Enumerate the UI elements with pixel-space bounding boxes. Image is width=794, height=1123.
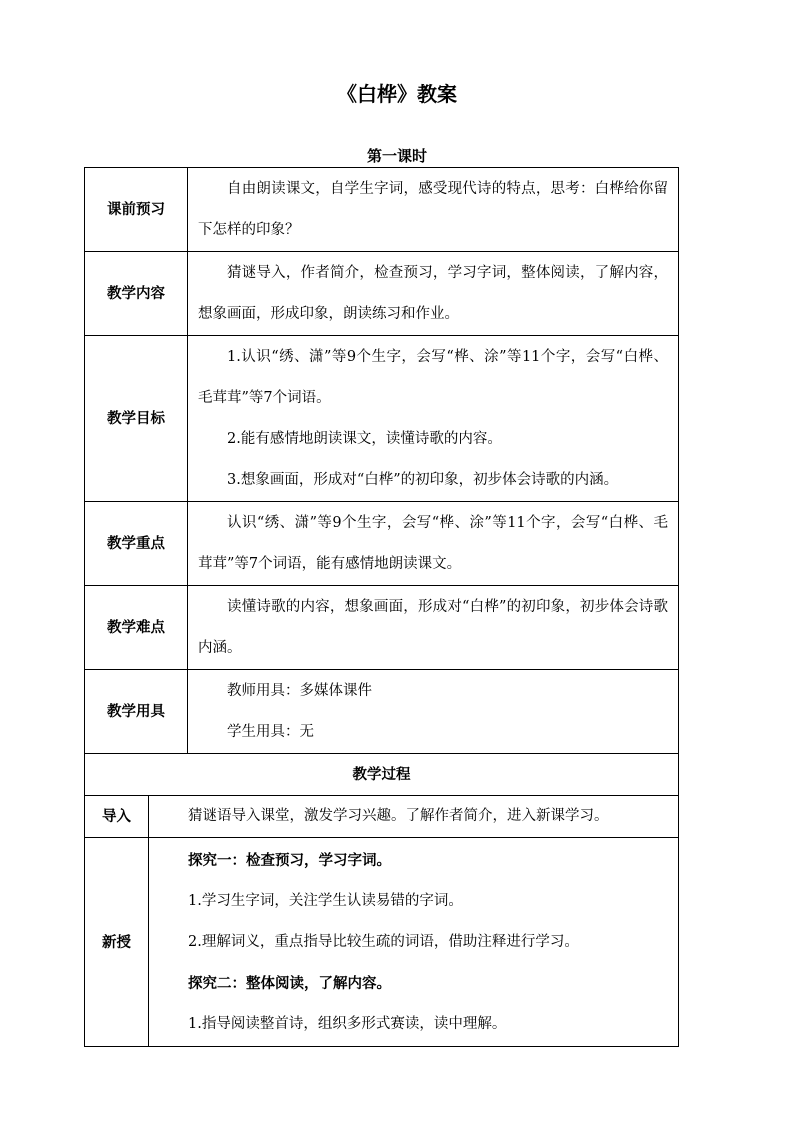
row-label: 教学用具 <box>85 670 188 754</box>
intro-content: 猜谜语导入课堂，激发学习兴趣。了解作者简介，进入新课学习。 <box>149 796 679 838</box>
objective-item: 2.能有感情地朗读课文，读懂诗歌的内容。 <box>227 430 502 447</box>
row-label: 课前预习 <box>85 168 188 252</box>
row-preview <box>85 168 679 252</box>
intro-label: 导入 <box>85 796 149 838</box>
lesson-plan-table <box>84 167 679 1047</box>
row-tools <box>85 670 679 754</box>
row-content: 自由朗读课文，自学生字词，感受现代诗的特点，思考：白桦给你留下怎样的印象？ <box>188 168 679 252</box>
tool-item: 学生用具：无 <box>227 723 314 740</box>
tool-item: 教师用具：多媒体课件 <box>227 682 372 699</box>
objective-item: 1.认识“绣、潇”等9个生字，会写“桦、涂”等11个字，会写“白桦、毛茸茸”等7个词语。 <box>198 348 668 406</box>
document-title: 《白桦》教案 <box>337 82 457 106</box>
inquiry-step: 1.指导阅读整首诗，组织多形式赛读，读中理解。 <box>188 1015 507 1032</box>
row-content: 认识“绣、潇”等9个生字，会写“桦、涂”等11个字，会写“白桦、毛茸茸”等7个词语，能有感情地朗读课文。 <box>188 502 679 586</box>
process-heading: 教学过程 <box>85 754 679 796</box>
row-objectives <box>85 336 679 502</box>
new-lesson-label: 新授 <box>85 838 149 1047</box>
row-difficulties <box>85 586 679 670</box>
row-label: 教学目标 <box>85 336 188 502</box>
inquiry-step: 2.理解词义，重点指导比较生疏的词语，借助注释进行学习。 <box>188 933 579 950</box>
inquiry-heading: 探究一：检查预习，学习字词。 <box>188 851 391 869</box>
row-new-lesson <box>85 838 679 1047</box>
row-process-heading <box>85 754 679 796</box>
row-content <box>188 336 679 502</box>
inquiry-step: 1.学习生字词，关注学生认读易错的字词。 <box>188 892 463 909</box>
new-lesson-content <box>149 838 679 1047</box>
row-label: 教学难点 <box>85 586 188 670</box>
row-key-points <box>85 502 679 586</box>
row-label: 教学内容 <box>85 252 188 336</box>
row-content <box>188 670 679 754</box>
row-label: 教学重点 <box>85 502 188 586</box>
lesson-period-title: 第一课时 <box>366 147 427 165</box>
row-content-summary <box>85 252 679 336</box>
row-intro <box>85 796 679 838</box>
row-content: 读懂诗歌的内容，想象画面，形成对“白桦”的初印象，初步体会诗歌内涵。 <box>188 586 679 670</box>
inquiry-heading: 探究二：整体阅读，了解内容。 <box>188 974 391 992</box>
row-content: 猜谜导入，作者简介，检查预习，学习字词，整体阅读，了解内容，想象画面，形成印象，朗读练习和作业。 <box>188 252 679 336</box>
objective-item: 3.想象画面，形成对“白桦”的初印象，初步体会诗歌的内涵。 <box>227 471 619 488</box>
